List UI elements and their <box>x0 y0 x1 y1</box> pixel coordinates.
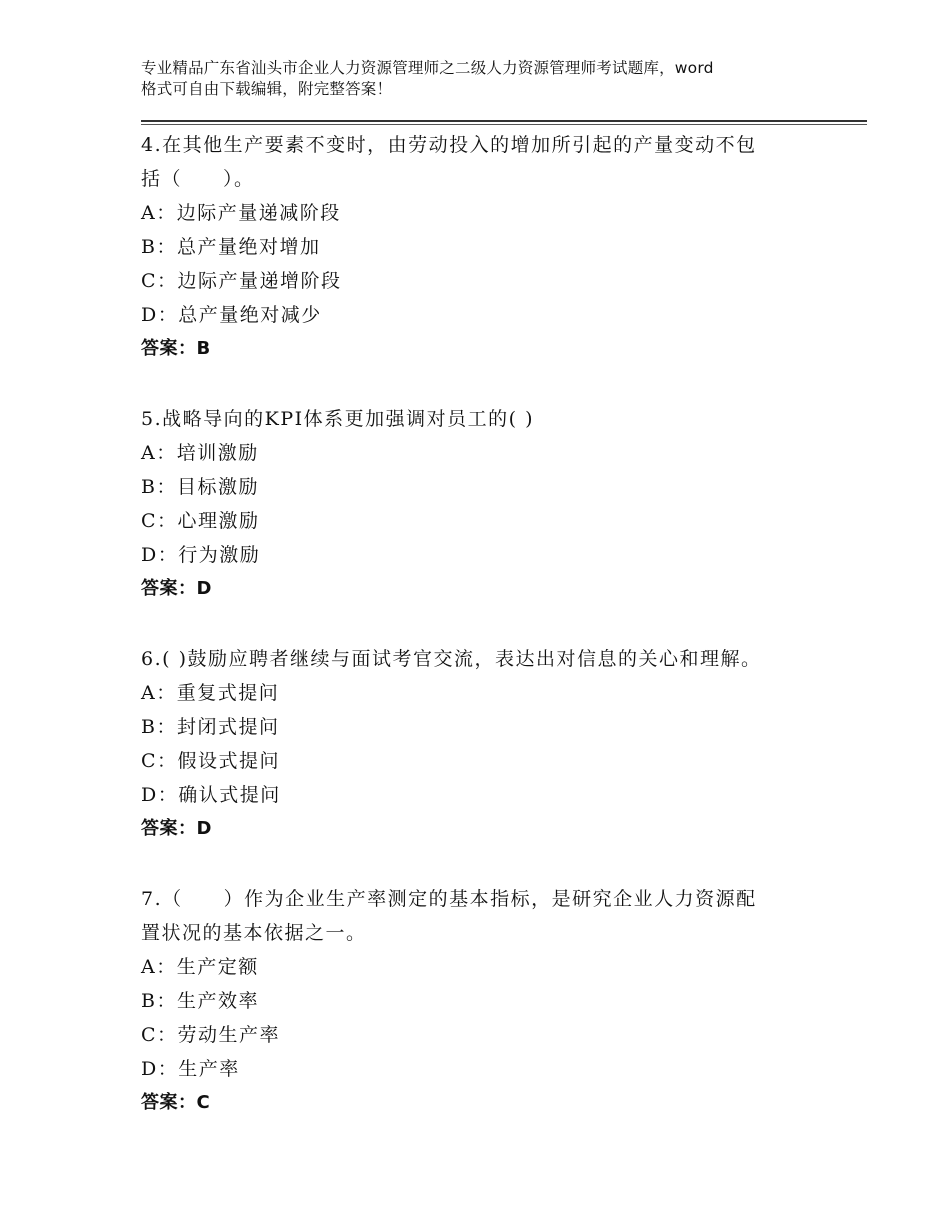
option-a: A：培训激励 <box>141 442 259 464</box>
header-rule-thin <box>141 124 867 125</box>
answer-label: 答案：C <box>141 1092 211 1113</box>
question-block <box>141 128 841 366</box>
spacer <box>141 366 841 402</box>
question-list <box>141 128 841 1120</box>
option-c: C：边际产量递增阶段 <box>141 270 342 292</box>
question-stem: 7.（ ）作为企业生产率测定的基本指标，是研究企业人力资源配 <box>141 888 757 910</box>
option-a: A：重复式提问 <box>141 682 280 704</box>
document-header <box>141 58 841 100</box>
answer-label: 答案：B <box>141 338 211 359</box>
option-c: C：心理激励 <box>141 510 260 532</box>
option-d: D：总产量绝对减少 <box>141 304 322 326</box>
question-stem-continued: 置状况的基本依据之一。 <box>141 922 367 944</box>
option-b: B：总产量绝对增加 <box>141 236 321 258</box>
question-stem: 4.在其他生产要素不变时，由劳动投入的增加所引起的产量变动不包 <box>141 134 757 156</box>
option-d: D：确认式提问 <box>141 784 281 806</box>
question-stem-continued: 括（ ）。 <box>141 168 255 190</box>
question-stem: 5.战略导向的KPI体系更加强调对员工的( ) <box>141 408 534 430</box>
spacer <box>141 846 841 882</box>
option-c: C：假设式提问 <box>141 750 281 772</box>
header-rule-thick <box>141 120 867 122</box>
option-a: A：边际产量递减阶段 <box>141 202 341 224</box>
question-block <box>141 882 841 1120</box>
question-stem: 6.( )鼓励应聘者继续与面试考官交流，表达出对信息的关心和理解。 <box>141 648 762 670</box>
header-line-2: 格式可自由下载编辑，附完整答案！ <box>141 80 393 98</box>
question-block <box>141 642 841 846</box>
answer-label: 答案：D <box>141 818 212 839</box>
option-b: B：封闭式提问 <box>141 716 280 738</box>
option-d: D：行为激励 <box>141 544 261 566</box>
option-b: B：目标激励 <box>141 476 259 498</box>
question-block <box>141 402 841 606</box>
option-d: D：生产率 <box>141 1058 240 1080</box>
option-a: A：生产定额 <box>141 956 259 978</box>
option-b: B：生产效率 <box>141 990 259 1012</box>
option-c: C：劳动生产率 <box>141 1024 281 1046</box>
header-line-1: 专业精品广东省汕头市企业人力资源管理师之二级人力资源管理师考试题库，word <box>141 59 714 77</box>
spacer <box>141 606 841 642</box>
answer-label: 答案：D <box>141 578 212 599</box>
